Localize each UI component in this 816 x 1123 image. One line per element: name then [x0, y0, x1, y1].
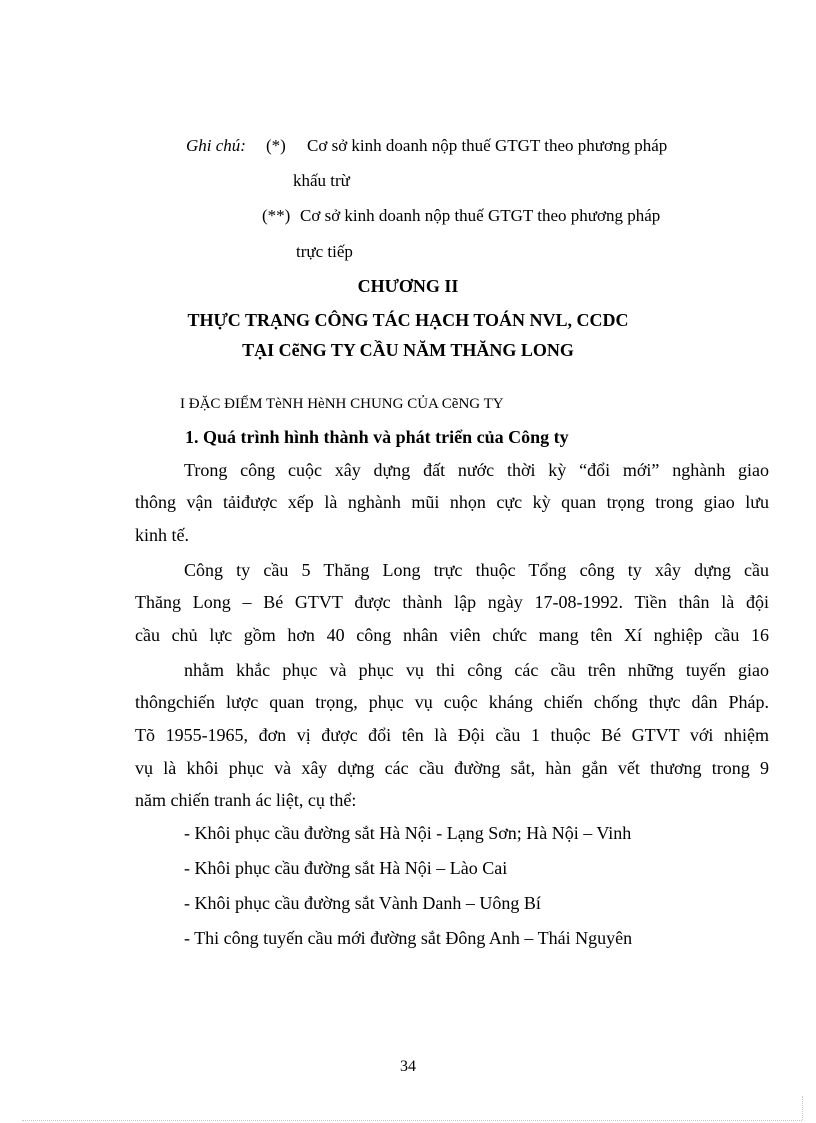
paragraph-line: thông vận tảiđược xếp là nghành mũi nhọn cực kỳ quan trọng trong giao lưu — [135, 492, 769, 512]
chapter-number: CHƯƠNG II — [357, 276, 459, 296]
list-item: - Thi công tuyến cầu mới đường sắt Đông Anh – Thái Nguyên — [184, 928, 633, 948]
paragraph-line: Thăng Long – Bé GTVT được thành lập ngày 17-08-1992. Tiền thân là đội — [135, 592, 769, 612]
paragraph-line: kinh tế. — [135, 525, 189, 545]
note-item1-line2: khấu trừ — [293, 171, 350, 190]
section-title: I ĐẶC ĐIỂM TèNH HèNH CHUNG CỦA CẽNG TY — [180, 396, 504, 412]
paragraph-line: nhằm khắc phục và phục vụ thi công các cầu trên những tuyến giao — [184, 660, 769, 680]
note-item2-line1: Cơ sở kinh doanh nộp thuế GTGT theo phương pháp — [300, 206, 661, 225]
paragraph-line: thôngchiến lược quan trọng, phục vụ cuộc kháng chiến chống thực dân Pháp. — [135, 692, 769, 712]
note-item1-marker: (*) — [266, 136, 286, 155]
note-label: Ghi chú: — [186, 136, 246, 155]
section-subtitle: 1. Quá trình hình thành và phát triển của Công ty — [185, 427, 569, 447]
note-item2-marker: (**) — [262, 206, 291, 225]
list-item: - Khôi phục cầu đường sắt Hà Nội – Lào Cai — [184, 858, 508, 878]
page-right-border — [802, 1096, 803, 1120]
paragraph-line: Công ty cầu 5 Thăng Long trực thuộc Tổng công ty xây dựng cầu — [184, 560, 769, 580]
paragraph-line: Tõ 1955-1965, đơn vị được đổi tên là Đội cầu 1 thuộc Bé GTVT với nhiệm — [135, 725, 769, 745]
chapter-title-line1: THỰC TRẠNG CÔNG TÁC HẠCH TOÁN NVL, CCDC — [187, 310, 629, 330]
page-number: 34 — [400, 1058, 416, 1075]
note-item2-line2: trực tiếp — [296, 242, 353, 261]
list-item: - Khôi phục cầu đường sắt Hà Nội - Lạng Sơn; Hà Nội – Vinh — [184, 823, 632, 843]
paragraph-line: vụ là khôi phục và xây dựng các cầu đường sắt, hàn gắn vết thương trong 9 — [135, 758, 769, 778]
paragraph-line: Trong công cuộc xây dựng đất nước thời kỳ “đổi mới” nghành giao — [184, 460, 769, 480]
note-item1-line1: Cơ sở kinh doanh nộp thuế GTGT theo phương pháp — [307, 136, 668, 155]
page-bottom-border — [22, 1120, 802, 1121]
list-item: - Khôi phục cầu đường sắt Vành Danh – Uông Bí — [184, 893, 541, 913]
paragraph-line: cầu chủ lực gồm hơn 40 công nhân viên chức mang tên Xí nghiệp cầu 16 — [135, 625, 769, 645]
chapter-title-line2: TẠI CẽNG TY CẦU NĂM THĂNG LONG — [242, 340, 574, 360]
paragraph-line: năm chiến tranh ác liệt, cụ thể: — [135, 790, 357, 810]
